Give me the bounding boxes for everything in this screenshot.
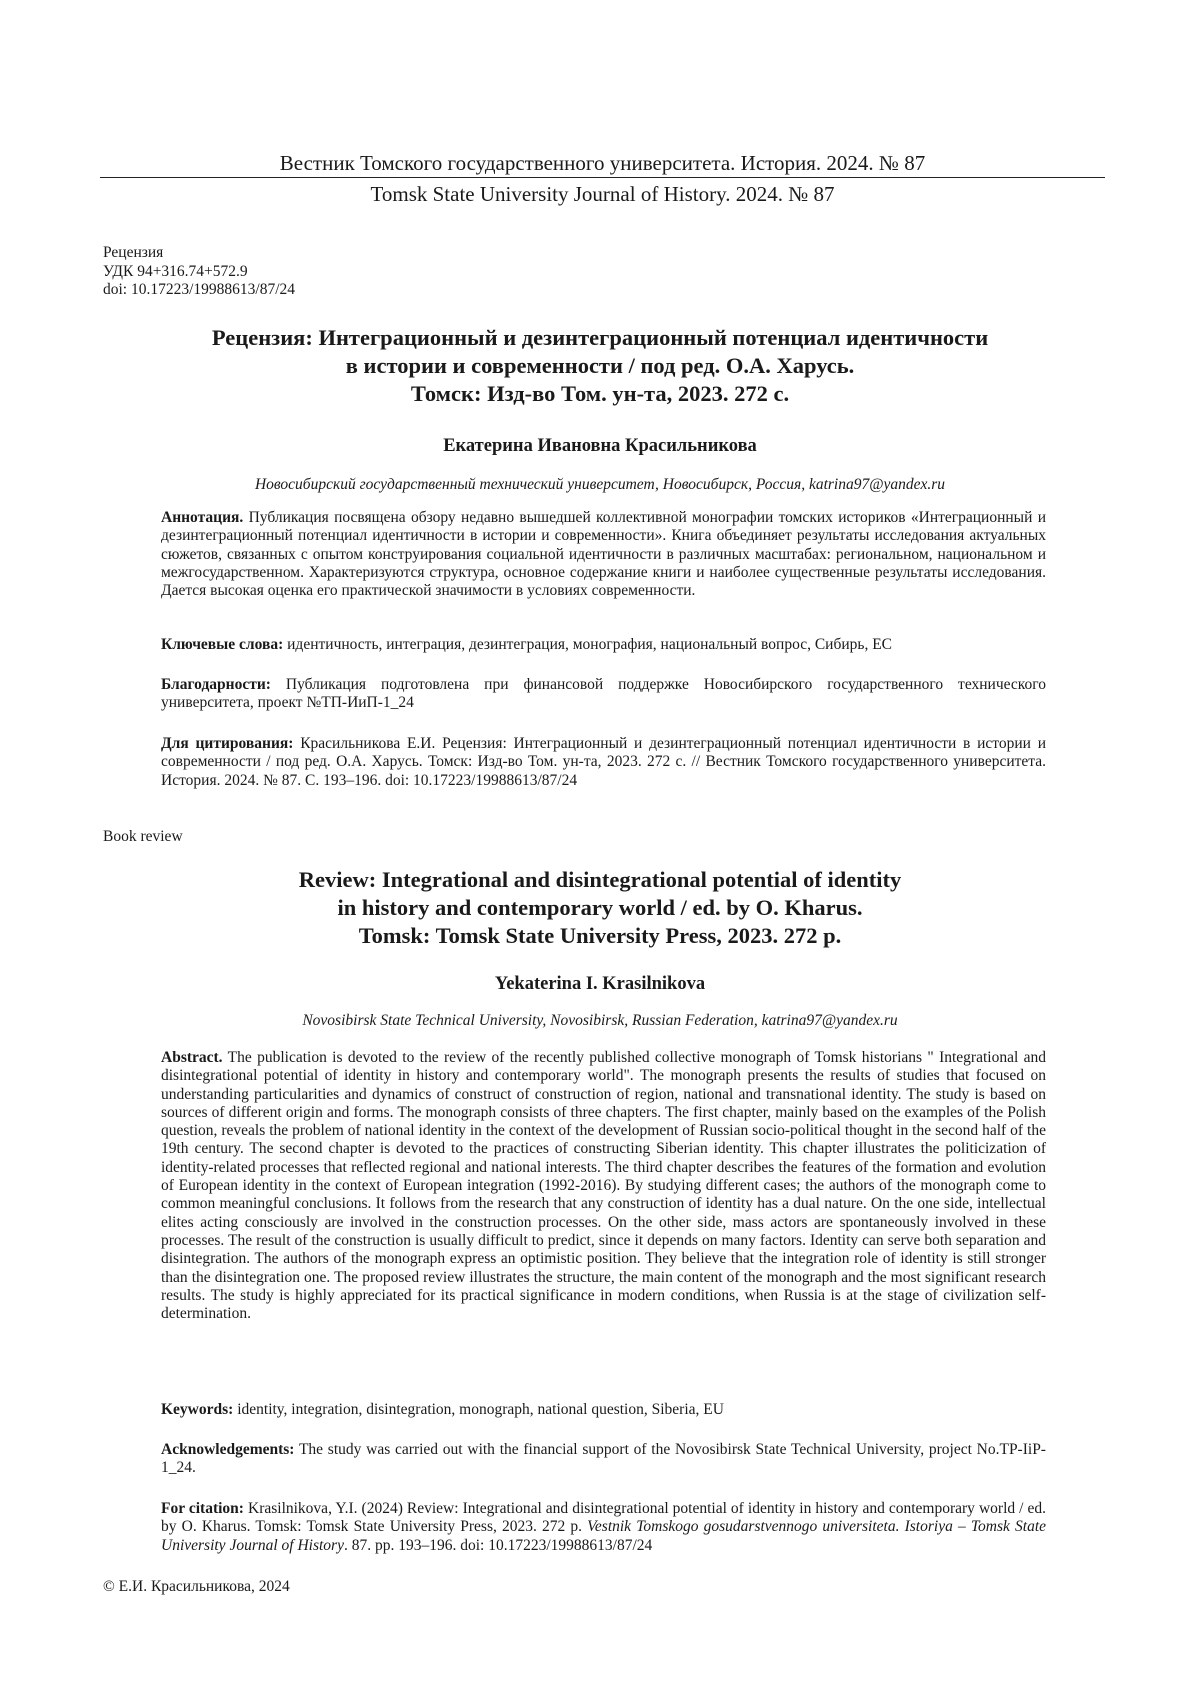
title-ru-line: Томск: Изд-во Том. ун-та, 2023. 272 с. xyxy=(410,381,790,406)
affiliation-ru: Новосибирский государственный технический университет, Новосибирск, Россия, katrina97@yandex.ru xyxy=(254,476,946,493)
keywords-ru-label: Ключевые слова: xyxy=(161,636,284,653)
citation-ru-label: Для цитирования: xyxy=(161,735,294,752)
title-en-line: Tomsk: Tomsk State University Press, 2023. 272 p. xyxy=(358,923,842,948)
ack-ru-text: Публикация подготовлена при финансовой поддержке Новосибирского государственного технического университета, проект №ТП-ИиП-1_24 xyxy=(161,676,1046,712)
title-ru-line: Рецензия: Интеграционный и дезинтеграционный потенциал идентичности xyxy=(211,325,989,350)
header-divider xyxy=(100,177,1105,178)
running-head-en: Tomsk State University Journal of History. 2024. № 87 xyxy=(370,182,835,206)
abstract-ru-label: Аннотация. xyxy=(161,509,244,526)
copyright-notice: © Е.И. Красильникова, 2024 xyxy=(103,1578,290,1595)
doi: doi: 10.17223/19988613/87/24 xyxy=(103,281,296,298)
article-meta xyxy=(103,244,295,300)
udk-code: УДК 94+316.74+572.9 xyxy=(103,262,248,280)
title-en xyxy=(110,866,1090,950)
article-type: Рецензия xyxy=(103,244,164,261)
affiliation-en: Novosibirsk State Technical University, Novosibirsk, Russian Federation, katrina97@yandex.ru xyxy=(302,1012,898,1029)
ack-en-label: Acknowledgements: xyxy=(161,1441,295,1458)
keywords-ru xyxy=(161,636,1046,654)
citation-en-journal: Vestnik Tomskogo gosudarstvennogo universiteta. Istoriya – Tomsk State University Journal of History xyxy=(161,1518,1047,1554)
title-en-line: Review: Integrational and disintegrational potential of identity xyxy=(298,867,902,892)
ack-en-text: The study was carried out with the financial support of the Novosibirsk State Technical University, project No.TP-IiP-1_24. xyxy=(161,1441,1046,1477)
citation-en xyxy=(161,1500,1046,1555)
ack-ru-label: Благодарности: xyxy=(161,676,271,693)
keywords-en-label: Keywords: xyxy=(161,1401,234,1418)
title-ru xyxy=(110,324,1090,408)
citation-en-label: For citation: xyxy=(161,1500,244,1517)
citation-en-post: . 87. pp. 193–196. doi: 10.17223/19988613/87/24 xyxy=(343,1536,653,1554)
running-head-ru: Вестник Томского государственного университета. История. 2024. № 87 xyxy=(279,151,926,175)
keywords-en xyxy=(161,1401,1046,1419)
citation-ru-text: Красильникова Е.И. Рецензия: Интеграционный и дезинтеграционный потенциал идентичности в истории и современности / под ред. О.А. Харусь. Томск: Изд-во Том. ун-та, 2023. 272 с. // Вестник Томского государственного университета. История. 2024. № 87. С. 193–196. doi: 10.17223/19988613/87/24 xyxy=(161,735,1046,789)
abstract-en xyxy=(161,1049,1046,1323)
abstract-ru xyxy=(161,509,1046,600)
abstract-en-text: The publication is devoted to the review of the recently published collective monograph of Tomsk historians " Integrational and disintegrational potential of identity in history and contemporary world". The monograph presents the results of studies that focused on understanding particularities and dynamics of construct of construction of region, national and transnational identity. The study is based on sources of different origin and forms. The monograph consists of three chapters. The first chapter, mainly based on the examples of the Polish question, reveals the problem of national identity in the context of the development of Russian socio-political thought in the second half of the 19th century. The second chapter is devoted to the practices of constructing Siberian identity. This chapter illustrates the politicization of identity-related processes that reflected regional and national interests. The third chapter describes the features of the formation and evolution of European identity in the context of European integration (1992-2016). By studying different cases; the authors of the monograph come to common meaningful conclusions. It follows from the research that any construction of identity has a dual nature. On the one side, intellectual elites acting consciously are involved in the construction processes. On the other side, mass actors are spontaneously involved in these processes. The result of the construction is usually difficult to predict, since it depends on many factors. Identity can serve both separation and disintegration. The authors of the monograph express an optimistic position. They believe that the integration role of identity is still stronger than the disintegration one. The proposed review illustrates the structure, the main content of the monograph and the most significant research results. The study is highly appreciated for its practical significance in modern conditions, when Russia is at the stage of civilization self-determination. xyxy=(161,1049,1046,1323)
section-label-en: Book review xyxy=(103,828,183,845)
title-en-line: in history and contemporary world / ed. by O. Kharus. xyxy=(337,895,863,920)
title-ru-line: в истории и современности / под ред. О.А. Харусь. xyxy=(345,353,855,378)
abstract-ru-text: Публикация посвящена обзору недавно вышедшей коллективной монографии томских историков «Интеграционный и дезинтеграционный потенциал идентичности в истории и современности». Книга объединяет результаты исследования актуальных сюжетов, связанных с опытом конструирования социальной идентичности в различных масштабах: региональном, национальном и межгосударственном. Характеризуются структура, основное содержание книги и наиболее существенные результаты исследования. Дается высокая оценка его практической значимости в условиях современности. xyxy=(161,509,1047,600)
citation-ru xyxy=(161,735,1046,790)
acknowledgements-ru xyxy=(161,676,1046,713)
keywords-en-text: identity, integration, disintegration, monograph, national question, Siberia, EU xyxy=(237,1401,724,1418)
abstract-en-label: Abstract. xyxy=(161,1049,223,1066)
author-en: Yekaterina I. Krasilnikova xyxy=(494,974,706,994)
author-ru: Екатерина Ивановна Красильникова xyxy=(443,436,757,456)
acknowledgements-en xyxy=(161,1441,1046,1478)
citation-en-pre: Krasilnikova, Y.I. (2024) Review: Integrational and disintegrational potential of identity in history and contemporary world / ed. by O. Kharus. Tomsk: Tomsk State University Press, 2023. 272 p. xyxy=(161,1500,1047,1536)
keywords-ru-text: идентичность, интеграция, дезинтеграция, монография, национальный вопрос, Сибирь, ЕС xyxy=(287,636,893,653)
